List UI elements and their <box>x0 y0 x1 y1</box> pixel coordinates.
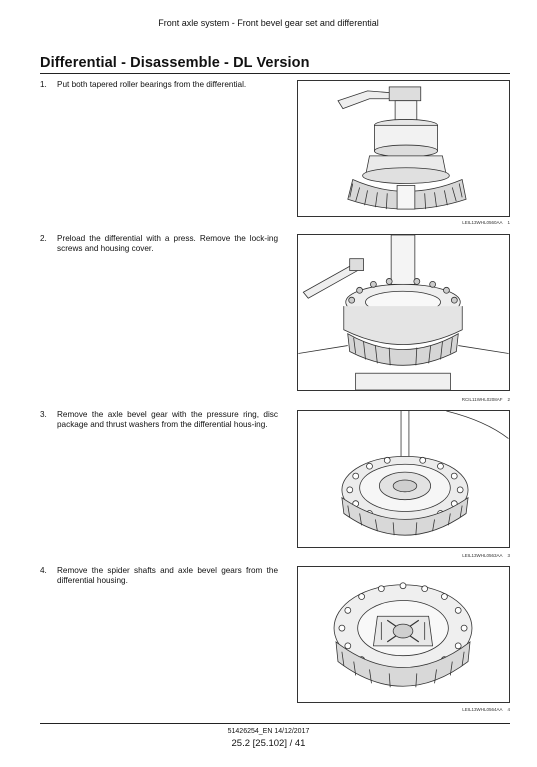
step-2 <box>40 234 278 254</box>
figure-code: LEIL13WHL0560AA <box>462 220 503 225</box>
step-text: Remove the spider shafts and axle bevel gears from the differential housing. <box>57 566 278 586</box>
figure-code: RCIL11WHL0208AF <box>461 397 503 402</box>
step-text: Put both tapered roller bearings from the differential. <box>57 80 247 89</box>
step-number: 3. <box>40 410 47 419</box>
step-text: Remove the axle bevel gear with the pressure ring, disc package and thrust washers from the differential hous-ing. <box>57 410 278 430</box>
step-1 <box>40 80 278 90</box>
step-number: 2. <box>40 234 47 243</box>
running-header: Front axle system - Front bevel gear set and differential <box>158 18 379 28</box>
step-number: 1. <box>40 80 47 89</box>
footer-page-number: 25.2 [25.102] / 41 <box>231 738 306 749</box>
figure-number: 1 <box>507 220 510 225</box>
title-divider <box>40 73 510 74</box>
figure-2-press-cover <box>297 234 510 391</box>
footer-document-reference: 51426254_EN 14/12/2017 <box>227 728 310 735</box>
press-cover-illustration <box>298 235 509 390</box>
figure-4-spider-shafts <box>297 566 510 703</box>
bevel-gear-removal-illustration <box>298 411 509 547</box>
figure-code: LEIL13WHL0563AA <box>462 553 503 558</box>
figure-3-bevel-gear-removal <box>297 410 510 548</box>
figure-2-caption <box>297 397 510 402</box>
figure-1-caption <box>297 220 510 225</box>
figure-3-caption <box>297 553 510 558</box>
spider-shafts-illustration <box>298 567 509 702</box>
step-number: 4. <box>40 566 47 575</box>
figure-number: 2 <box>507 397 510 402</box>
step-4 <box>40 566 278 586</box>
figure-4-caption <box>297 707 510 712</box>
footer-divider <box>40 723 510 724</box>
step-text: Preload the differential with a press. Remove the lock-ing screws and housing cover. <box>57 234 278 254</box>
step-3 <box>40 410 278 430</box>
figure-1-bearing-puller <box>297 80 510 217</box>
page-title: Differential - Disassemble - DL Version <box>40 55 310 71</box>
figure-number: 3 <box>507 553 510 558</box>
figure-code: LEIL13WHL0564AA <box>462 707 503 712</box>
bearing-puller-illustration <box>298 81 509 216</box>
figure-number: 4 <box>507 707 510 712</box>
